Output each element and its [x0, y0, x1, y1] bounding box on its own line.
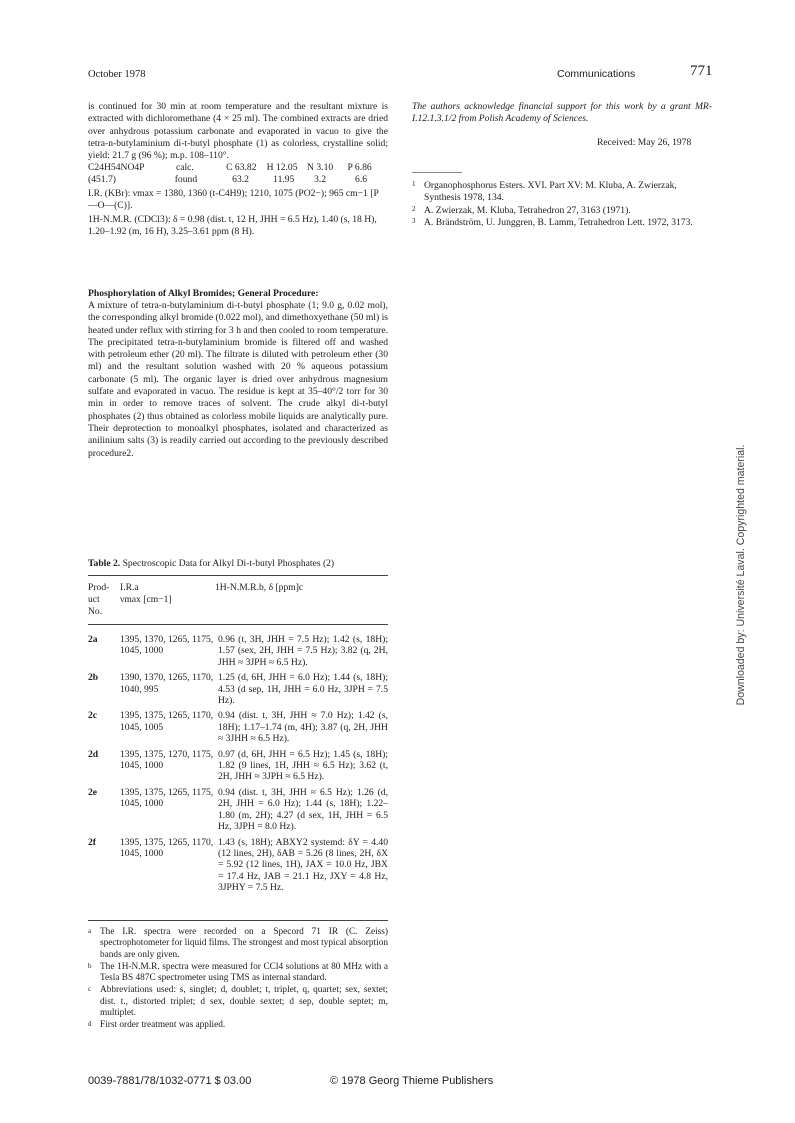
found-n: 3.2 [314, 174, 327, 186]
calc-h: H 12.05 [266, 162, 298, 173]
footnote [88, 1020, 388, 1031]
table-body [88, 634, 388, 898]
table-caption-number: Table 2. [88, 558, 121, 569]
molecular-formula: C24H54NO4P [88, 162, 145, 173]
nmr-values: 0.94 (dist. t, 3H, JHH ≈ 6.5 Hz); 1.26 (d, 2H, JHH = 6.0 Hz); 1.44 (s, 18H); 1.22–1.80 (m, 2H); 4.27 (d sex, 1H, JHH = 6.5 Hz, 3JPH = 8.0 Hz). [218, 786, 388, 833]
download-notice [734, 444, 748, 706]
nmr-values: 1.43 (s, 18H); ABXY2 systemd: δY = 4.40 (12 lines, 2H), δAB = 5.26 (8 lines, 2H, δX = 5.92 (12 lines, 1H), JAX = 10.0 Hz, JBX = 17.4 Hz, JAB = 21.1 Hz, JXY = 4.8 Hz, 3JPHY = 7.5 Hz. [218, 836, 388, 894]
reference-item [412, 205, 712, 217]
product-number: 2a [88, 634, 98, 645]
calc-c: C 63.82 [226, 162, 257, 173]
footnote-mark: a [88, 927, 92, 935]
product-number: 2b [88, 672, 99, 684]
footnote-mark: d [88, 1020, 92, 1029]
header-date: October 1978 [88, 69, 146, 80]
table-header-nmr: 1H-N.M.R.b, δ [ppm]c [215, 582, 304, 593]
elemental-analysis [88, 162, 388, 239]
reference-item [412, 217, 712, 229]
download-notice-text: Downloaded by: Université Laval. Copyrighted material. [735, 444, 747, 706]
footnote [88, 927, 388, 961]
received-date: Received: May 26, 1978 [597, 137, 692, 148]
article-code: 0039-7881/78/1032-0771 $ 03.00 [88, 1075, 252, 1087]
footnote-text: First order treatment was applied. [100, 1020, 226, 1031]
ir-data: I.R. (KBr): νmax = 1380, 1360 (t-C4H9); 1210, 1075 (PO2−); 965 cm−1 [P—O—(C)]. [88, 187, 379, 211]
footnote-mark: c [88, 985, 92, 994]
footnote-text: Abbreviations used: s, singlet; d, doublet; t, triplet, q, quartet; sex, sextet; dist. t., distorted triplet; d sex, double sextet; d sep, double septet; m, multiplet. [100, 985, 388, 1019]
found-c: 63.2 [232, 174, 249, 186]
found-p: 6.6 [355, 174, 368, 186]
table-footnotes [88, 927, 388, 1033]
product-number: 2c [88, 710, 98, 722]
reference-text: A. Brändström, U. Junggren, B. Lamm, Tetrahedron Lett. 1972, 3173. [424, 216, 693, 228]
table-row [88, 837, 388, 894]
ir-bands: 1395, 1375, 1270, 1175, 1045, 1000 [120, 748, 214, 772]
ir-bands: 1395, 1375, 1265, 1170, 1045, 1000 [120, 836, 214, 859]
table-header-rule [88, 624, 388, 625]
references-rule [412, 172, 462, 173]
reference-number: 2 [412, 204, 416, 213]
product-number: 2e [88, 786, 98, 798]
table-header-ir: I.R.a νmax [cm−1] [120, 582, 172, 605]
table-header-product: Prod- uct No. [88, 582, 110, 617]
footnote [88, 985, 388, 1019]
molecular-weight: (451.7) [88, 174, 116, 186]
ir-bands: 1390, 1370, 1265, 1170, 1040, 995 [120, 672, 214, 695]
phosphorylation-paragraph: A mixture of tetra-n-butylaminium di-t-butyl phosphate (1; 9.0 g, 0.02 mol), the corresponding alkyl bromide (0.022 mol), and dimethoxyethane (50 ml) is heated under reflux with stirring for 3 h and then cooled to room temperature. The precipitated tetra-n-butylaminium bromide is filtered off and washed with petroleum ether (20 ml). The filtrate is diluted with petroleum ether (30 ml) and the resultant solution washed with 20 % aqueous potassium carbonate (5 ml). The organic layer is dried over anhydrous magnesium sulfate and evaporated in vacuo. The residue is kept at 35–40°/2 torr for 30 min in order to remove traces of solvent. The crude alkyl di-t-butyl phosphates (2) thus obtained as colorless mobile liquids are analytically pure. Their deprotection to monoalkyl phosphates, isolated and characterized as anilinium salts (3) is readily carried out according to the previously described procedure2. [88, 300, 388, 459]
analysis-calc-row [88, 162, 388, 174]
ir-bands: 1395, 1375, 1265, 1170, 1045, 1005 [120, 710, 214, 733]
copyright-line: © 1978 Georg Thieme Publishers [330, 1075, 494, 1087]
table-top-rule [88, 575, 388, 576]
calc-p: P 6.86 [347, 162, 372, 173]
nmr-values: 0.97 (d, 6H, JHH = 6.5 Hz); 1.45 (s, 18H); 1.82 (9 lines, 1H, JHH ≈ 6.5 Hz); 3.62 (t, 2H, JHH ≈ 3JPH ≈ 6.5 Hz). [218, 748, 388, 783]
references-list [412, 180, 712, 229]
footnote [88, 962, 388, 985]
nmr-values: 0.94 (dist. t, 3H, JHH ≈ 7.0 Hz); 1.42 (s, 18H); 1.17–1.74 (m, 4H); 3.87 (q, 2H, JHH ≈ 3JHH ≈ 6.5 Hz). [218, 710, 388, 745]
ir-bands: 1395, 1370, 1265, 1175, 1045, 1000 [120, 634, 214, 657]
table-row [88, 749, 388, 783]
calc-label: calc. [175, 162, 194, 173]
footnote-mark: b [88, 961, 92, 970]
calc-n: N 3.10 [307, 162, 334, 173]
table-caption-text: Spectroscopic Data for Alkyl Di-t-butyl Phosphates (2) [122, 558, 335, 569]
found-h: 11.95 [273, 174, 295, 186]
acknowledgement: The authors acknowledge financial support for this work by a grant MR-I.12.1.3.1/2 from Polish Academy of Sciences. [412, 101, 712, 125]
footnote-text: The 1H-N.M.R. spectra were measured for CCl4 solutions at 80 MHz with a Tesla BS 487C spectrometer using TMS as internal standard. [100, 961, 388, 984]
table-row [88, 672, 388, 706]
reference-text: Organophosphorus Esters. XVI. Part XV: M. Kluba, A. Zwierzak, Synthesis 1978, 134. [424, 180, 677, 204]
nmr-data: 1H-N.M.R. (CDCl3): δ = 0.98 (dist. t, 12 H, JHH = 6.5 Hz), 1.40 (s, 18 H), 1.20–1.92 (m, 16 H), 3.25–3.61 ppm (8 H). [88, 214, 377, 238]
product-number: 2f [88, 836, 96, 848]
ir-bands: 1395, 1375, 1265, 1175, 1045, 1000 [120, 786, 214, 810]
found-label: found [174, 174, 198, 186]
header-journal-section: Communications [557, 68, 636, 80]
page-number: 771 [690, 63, 713, 79]
phosphorylation-heading: Phosphorylation of Alkyl Bromides; General Procedure: [88, 288, 319, 299]
reference-number: 3 [412, 216, 416, 225]
product-number: 2d [88, 748, 99, 760]
procedure-paragraph: is continued for 30 min at room temperature and the resultant mixture is extracted with dichloromethane (4 × 25 ml). The combined extracts are dried over anhydrous potassium carbonate and evaporated in vacuo to give the tetra-n-butylaminium di-t-butyl phosphate (1) as colorless, crystalline solid; yield: 21.7 g (96 %); m.p. 108–110°. [88, 101, 388, 162]
table-caption [88, 558, 334, 569]
table-row [88, 634, 388, 668]
reference-text: A. Zwierzak, M. Kluba, Tetrahedron 27, 3163 (1971). [424, 204, 631, 216]
footnote-text: The I.R. spectra were recorded on a Specord 71 IR (C. Zeiss) spectrophotometer for liquid films. The strongest and most typical absorption bands are only given. [100, 927, 388, 960]
nmr-values: 1.25 (d, 6H, JHH = 6.0 Hz); 1.44 (s, 18H); 4.53 (d sep, 1H, JHH = 6.0 Hz, 3JPH = 7.5 Hz). [218, 672, 388, 707]
reference-item [412, 180, 712, 205]
table-row [88, 710, 388, 744]
reference-number: 1 [412, 180, 416, 188]
table-row [88, 787, 388, 833]
nmr-values: 0.96 (t, 3H, JHH = 7.5 Hz); 1.42 (s, 18H); 1.57 (sex, 2H, JHH = 7.5 Hz); 3.82 (q, 2H, JHH ≈ 3JPH ≈ 6.5 Hz). [218, 634, 388, 668]
table-bottom-rule [88, 920, 388, 921]
analysis-found-row [88, 174, 388, 186]
